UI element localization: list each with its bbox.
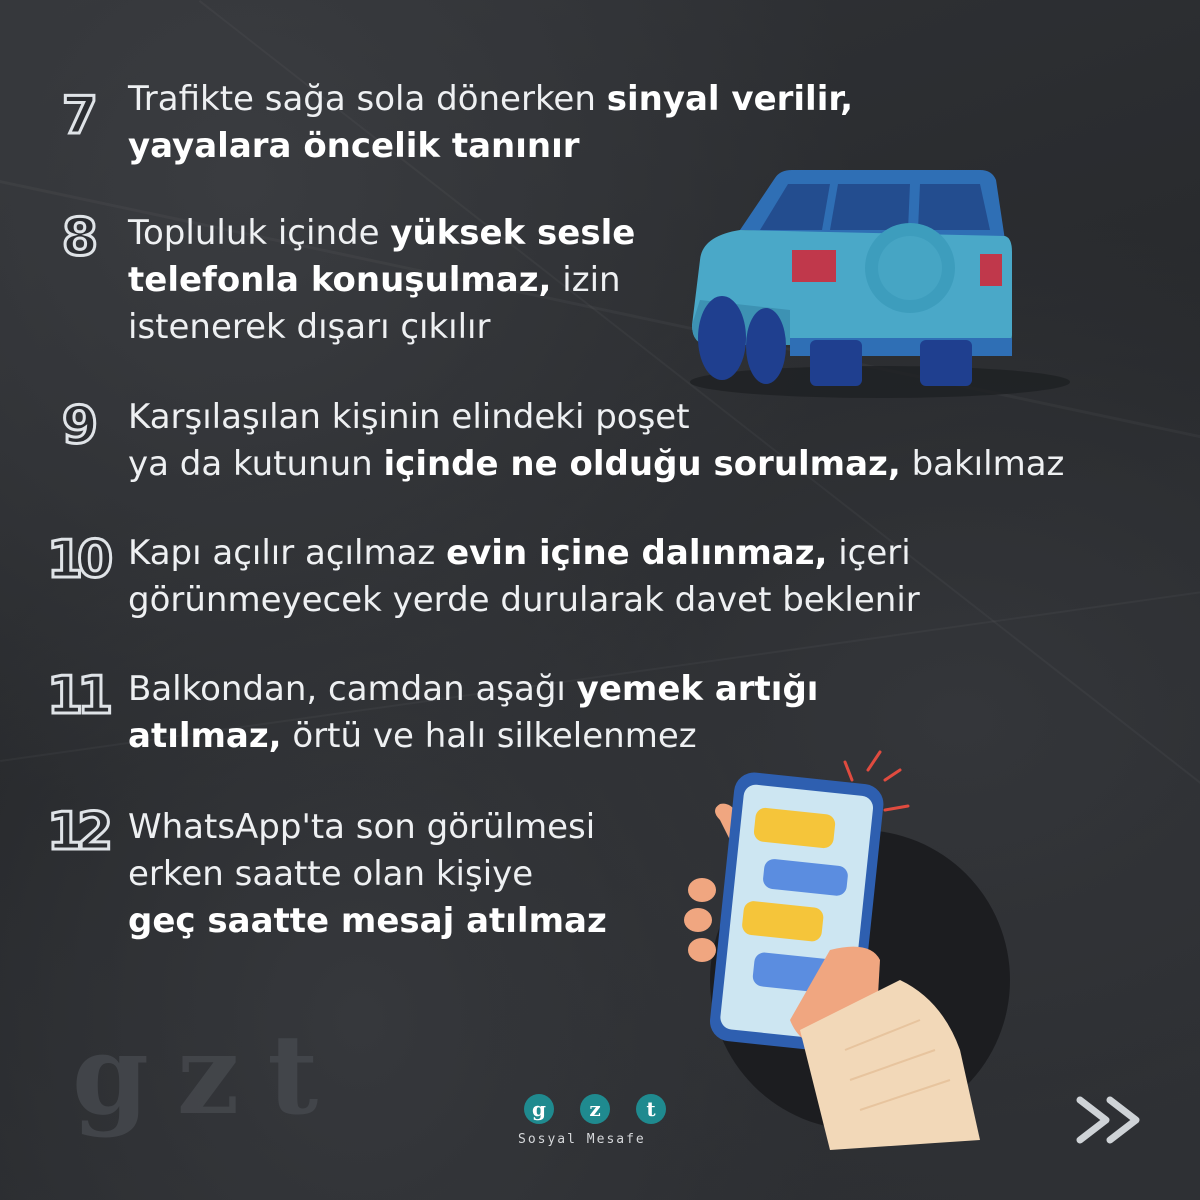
logo-letters	[518, 1094, 688, 1124]
rule-line: erken saatte olan kişiye	[128, 854, 534, 894]
rule-line: atılmaz, örtü ve halı silkelenmez	[128, 716, 697, 756]
rule-line: Topluluk içinde yüksek sesle	[128, 213, 636, 253]
logo-letter-z: z	[580, 1094, 610, 1124]
rule-text-10	[128, 530, 920, 624]
double-chevron-right-icon[interactable]	[1072, 1092, 1152, 1148]
rule-text-12	[128, 804, 607, 945]
phone-in-hand-icon	[680, 750, 1020, 1150]
gzt-watermark: gzt	[72, 1010, 347, 1139]
logo-letter-t: t	[636, 1094, 666, 1124]
rule-text-9	[128, 394, 1064, 488]
rule-number-9: 9	[28, 400, 126, 452]
rule-line: geç saatte mesaj atılmaz	[128, 901, 607, 941]
rule-number-10: 10	[28, 534, 126, 586]
logo-subtitle: Sosyal Mesafe	[518, 1132, 646, 1147]
sosyal-mesafe-logo	[518, 1094, 688, 1147]
rule-line: istenerek dışarı çıkılır	[128, 307, 491, 347]
rule-line: Trafikte sağa sola dönerken sinyal verilir,	[128, 79, 854, 119]
rule-line: ya da kutunun içinde ne olduğu sorulmaz, bakılmaz	[128, 444, 1065, 484]
logo-letter-g: g	[524, 1094, 554, 1124]
rule-line: görünmeyecek yerde durularak davet beklenir	[128, 580, 920, 620]
rule-text-7	[128, 76, 853, 170]
rule-number-8: 8	[28, 212, 126, 264]
rule-number-12: 12	[28, 806, 126, 858]
rule-line: Balkondan, camdan aşağı yemek artığı	[128, 669, 819, 709]
rule-text-11	[128, 666, 818, 760]
car-icon	[680, 160, 1080, 400]
rule-line: Kapı açılır açılmaz evin içine dalınmaz, içeri	[128, 533, 911, 573]
rule-number-7: 7	[28, 90, 126, 142]
rule-number-11: 11	[28, 670, 126, 722]
rule-line: yayalara öncelik tanınır	[128, 126, 580, 166]
rule-line: telefonla konuşulmaz, izin	[128, 260, 621, 300]
rule-line: Karşılaşılan kişinin elindeki poşet	[128, 397, 690, 437]
rule-line: WhatsApp'ta son görülmesi	[128, 807, 596, 847]
rule-text-8	[128, 210, 635, 351]
